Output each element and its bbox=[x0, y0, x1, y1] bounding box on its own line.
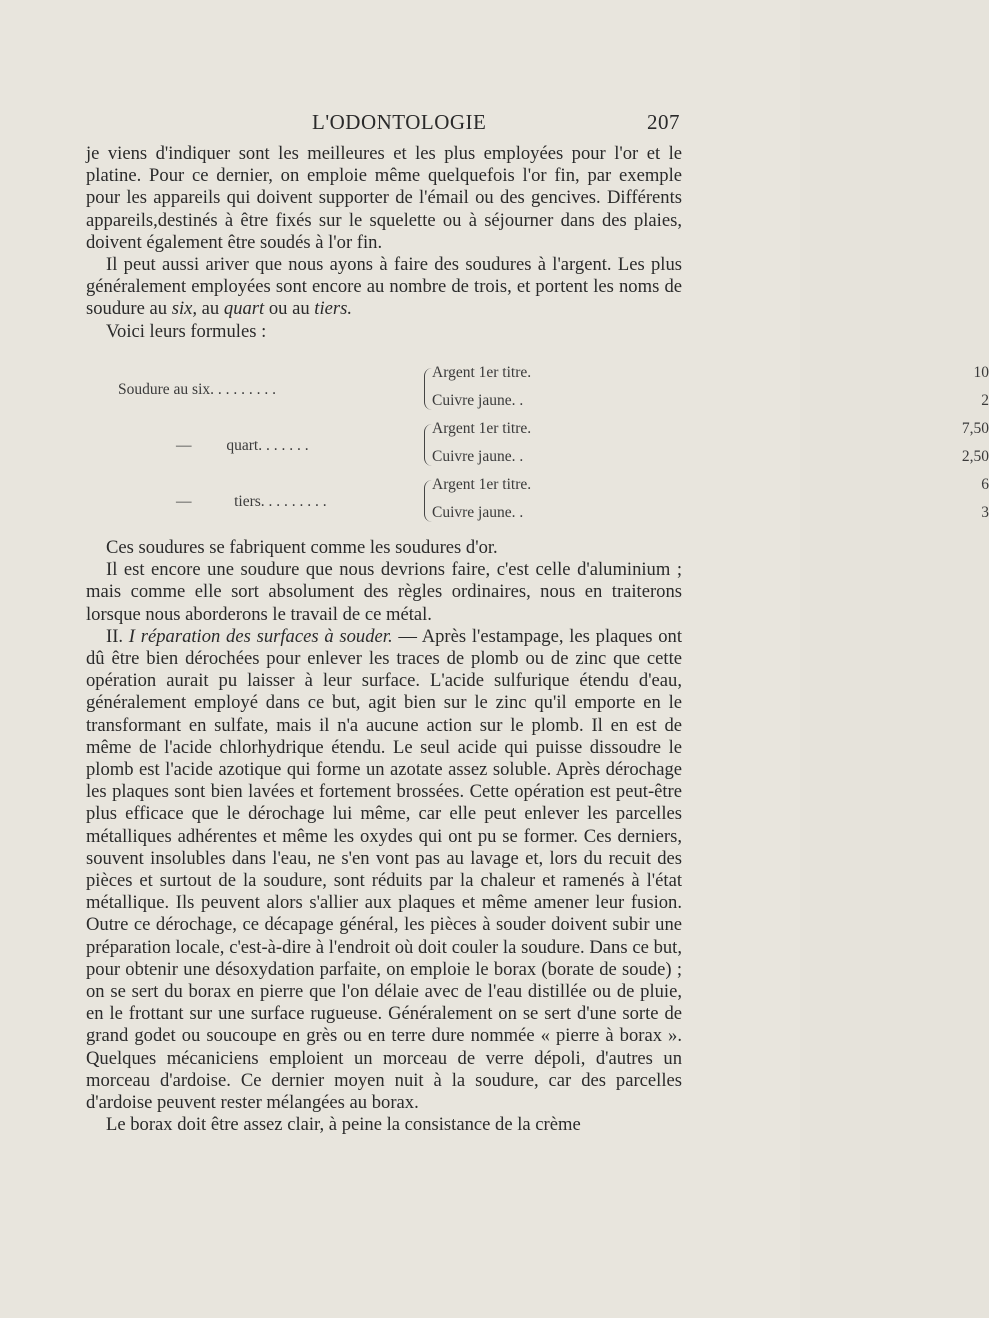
ingredient-line: Cuivre jaune. . 2,50 bbox=[432, 448, 989, 465]
formula-label: — quart. . . . . . . bbox=[176, 437, 309, 454]
formula-table bbox=[86, 362, 989, 532]
section-title: I réparation des surfaces à souder. bbox=[128, 625, 393, 647]
paragraph: Il peut aussi ariver que nous ayons à faire des soudures à l'argent. Les plus généralement employées sont encore au nombre de trois, et portent les noms de soudure au six, au quart ou au tiers. bbox=[86, 254, 682, 320]
formula-row bbox=[86, 474, 989, 530]
ingredient-line: Cuivre jaune. . 3 bbox=[432, 504, 989, 521]
paragraph: Ces soudures se fabriquent comme les soudures d'or. bbox=[106, 537, 498, 558]
formula-row bbox=[86, 418, 989, 474]
paragraph: Voici leurs formules : bbox=[106, 320, 267, 342]
running-title: L'ODONTOLOGIE bbox=[312, 110, 487, 134]
ingredient-line: Argent 1er titre. 7,50 bbox=[432, 420, 989, 437]
ingredient-line: Argent 1er titre. 6 bbox=[432, 476, 989, 493]
running-header bbox=[86, 110, 682, 140]
paragraph: je viens d'indiquer sont les meilleures et les plus employées pour l'or et le platine. Pour ce dernier, on emploie même quelquefois l'or fin, par exemple pour les appareils qui doivent supporter de l'émail ou des gencives. Différents appareils,destinés à être fixés sur le squelette ou à séjourner dans des plaies, doivent également être soudés à l'or fin. bbox=[86, 143, 682, 253]
body-text-bottom bbox=[86, 537, 682, 1136]
formula-row bbox=[86, 362, 989, 418]
formula-label: — tiers. . . . . . . . . bbox=[176, 493, 327, 510]
formula-label: Soudure au six. . . . . . . . . bbox=[118, 381, 277, 398]
paragraph: Il est encore une soudure que nous devrions faire, c'est celle d'aluminium ; mais comme elle sort absolument des règles ordinaires, nous en traiterons lorsque nous aborderons le travail de ce métal. bbox=[86, 559, 682, 625]
ingredient-line: Cuivre jaune. . 2 bbox=[432, 392, 989, 409]
page-number: 207 bbox=[647, 110, 680, 134]
body-text-top bbox=[86, 143, 682, 343]
ingredient-line: Argent 1er titre. 10 bbox=[432, 364, 989, 381]
paragraph: Le borax doit être assez clair, à peine la consistance de la crème bbox=[106, 1114, 581, 1136]
paragraph: II. I réparation des surfaces à souder. — Après l'estampage, les plaques ont dû être bien dérochées pour enlever les traces de plomb ou de zinc que cette opération aurait pu laisser à leur surface. L'acide sulfurique étendu d'eau, généralement employé dans ce but, agit bien sur le zinc qu'il emporte en le transformant en sulfate, mais il n'a aucune action sur le plomb. Il en est de même de l'acide chlorhydrique étendu. Le seul acide qui puisse dissoudre le plomb est l'acide azotique qui forme un azotate assez soluble. Après dérochage les plaques sont bien lavées et fortement brossées. Cette opération est peut-être plus efficace que le dérochage lui même, car elle peut enlever les parcelles métalliques adhérentes et même les oxydes qui ont pu se former. Ces derniers, souvent insolubles dans l'eau, ne s'en vont pas au lavage et, lors du recuit des pièces et surtout de la soudure, sont réduits par la chaleur et ramenés à l'état métallique. Ils peuvent alors s'allier aux plaques et même amener leur fusion. Outre ce dérochage, ce décapage général, les pièces à souder doivent subir une préparation locale, c'est-à-dire à l'endroit où doit couler la soudure. Dans ce but, pour obtenir une désoxydation parfaite, on emploie le borax (borate de soude) ; on se sert du borax en pierre que l'on délaie avec de l'eau distillée ou de pluie, en le frottant sur une surface rugueuse. Généralement on se sert d'une sorte de grand godet ou soucoupe en grès ou en terre dure nommée « pierre à borax ». Quelques mécaniciens emploient un morceau de verre dépoli, d'autres un morceau d'ardoise. Ce dernier moyen nuit à la soudure, car des parcelles d'ardoise peuvent rester mélangées au borax. bbox=[86, 625, 682, 1114]
